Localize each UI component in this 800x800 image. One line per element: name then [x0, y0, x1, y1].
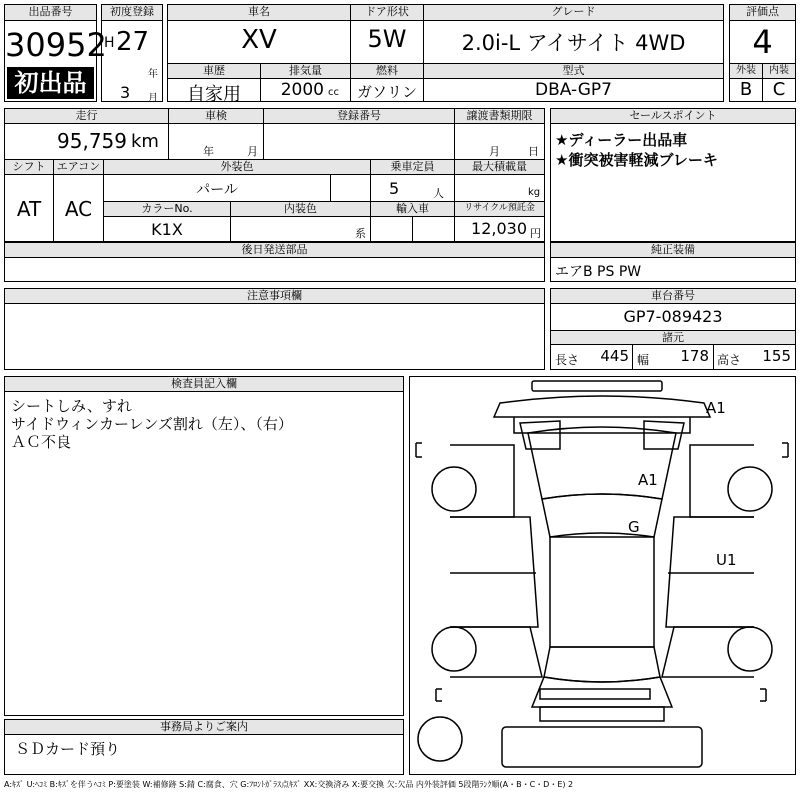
door-label: ドア形状: [351, 5, 423, 21]
grade-value: 2.0i-L アイサイト 4WD: [461, 31, 686, 55]
car-name-value: XV: [241, 25, 277, 55]
recycle-unit: 円: [530, 227, 541, 240]
mileage-value: 95,759: [57, 129, 127, 153]
legend: A:ｷｽﾞ U:ﾍｺﾐ B:ｷｽﾞを伴うﾍｺﾐ P:要塗装 W:補修跡 S:錆 C:腐食、穴 G:ﾌﾛﾝﾄｶﾞﾗｽ点ｷｽﾞ XX:交換済み X:要交換 欠:欠品 内外装評価 5段階ﾗﾝｸ順(A・B・C・D・E) 2: [4, 780, 574, 789]
int-color-unit: 系: [355, 227, 366, 240]
equipment-box: [550, 242, 796, 282]
sales-points-box: [550, 108, 796, 242]
import-label: 輸入車: [371, 202, 454, 217]
ext-color-value: パール: [196, 182, 238, 198]
inspector-label: 検査員記入欄: [5, 377, 403, 392]
lot-box: [4, 4, 107, 102]
car-diagram-box: [409, 376, 796, 775]
color-no-value: K1X: [151, 220, 183, 239]
damage-mark-g-windshield: G: [628, 518, 640, 536]
car-info-box: [167, 4, 724, 105]
first-reg-label: 初度登録: [102, 5, 162, 21]
reg-no-label: 登録番号: [264, 109, 454, 124]
score-label: 評価点: [730, 5, 795, 21]
dims-length: 445: [600, 347, 629, 365]
later-parts-label: 後日発送部品: [5, 243, 544, 258]
displacement-label: 排気量: [261, 64, 350, 79]
first-reg-year: 27: [116, 27, 150, 57]
chassis-value: GP7-089423: [623, 307, 723, 326]
inspector-line-2: サイドウィンカーレンズ割れ（左）、（右）: [11, 415, 293, 433]
later-parts-box: [4, 242, 545, 282]
aircon-value: AC: [64, 197, 93, 221]
dims-length-label: 長さ: [555, 353, 580, 367]
inspection-label: 車検: [169, 109, 263, 124]
transfer-day-unit: 日: [528, 145, 539, 158]
office-value: ＳＤカード預り: [15, 740, 121, 758]
transfer-label: 譲渡書類期限: [455, 109, 544, 124]
max-load-label: 最大積載量: [455, 160, 544, 175]
first-reg-month: 3: [120, 83, 131, 102]
dims-width: 178: [680, 347, 709, 365]
lot-badge: 初出品: [7, 67, 94, 99]
int-score-value: C: [772, 79, 786, 100]
car-diagram: [410, 377, 795, 774]
office-box: [4, 719, 404, 775]
notes-label: 注意事項欄: [5, 289, 544, 304]
model-label: 型式: [424, 64, 723, 79]
sales-point-1: ★ディーラー出品車: [555, 131, 688, 149]
inspector-line-3: ＡＣ不良: [11, 433, 72, 451]
capacity-unit: 人: [433, 187, 444, 200]
dims-height-label: 高さ: [717, 353, 742, 367]
dims-height: 155: [762, 347, 791, 365]
mileage-unit: km: [131, 131, 159, 152]
equipment-label: 純正装備: [551, 243, 795, 258]
color-no-label: カラーNo.: [104, 202, 230, 217]
chassis-label: 車台番号: [551, 289, 795, 304]
inspector-line-1: シートしみ、すれ: [11, 397, 132, 415]
first-reg-box: [101, 4, 163, 102]
score-value: 4: [752, 23, 773, 61]
sales-points-label: セールスポイント: [551, 109, 795, 124]
door-value: 5W: [367, 25, 407, 53]
recycle-value: 12,030: [471, 219, 527, 238]
first-reg-year-unit: 年: [148, 69, 158, 80]
recycle-label: リサイクル預託金: [455, 202, 544, 217]
office-label: 事務局よりご案内: [5, 720, 403, 735]
inspection-year-unit: 年: [203, 145, 214, 158]
ext-score-value: B: [739, 79, 753, 100]
ext-color-label: 外装色: [104, 160, 370, 175]
capacity-value: 5: [389, 179, 400, 198]
capacity-label: 乗車定員: [371, 160, 454, 175]
equipment-value: エアB PS PW: [555, 264, 642, 280]
ext-score-label: 外装: [730, 64, 762, 79]
damage-mark-a1-bumper: A1: [706, 399, 726, 417]
max-load-unit: kg: [528, 187, 541, 198]
aircon-label: エアコン: [54, 160, 103, 175]
dims-width-label: 幅: [637, 353, 650, 367]
damage-mark-a1-hood: A1: [638, 471, 658, 489]
first-reg-month-unit: 月: [148, 93, 158, 104]
score-box: [729, 4, 796, 102]
inspection-month-unit: 月: [247, 145, 258, 158]
grade-label: グレード: [424, 5, 723, 21]
displacement-value: 2000: [280, 80, 324, 100]
inspector-box: [4, 376, 404, 716]
first-reg-era: H: [104, 35, 115, 51]
shift-label: シフト: [5, 160, 53, 175]
lot-label: 出品番号: [5, 5, 96, 21]
notes-box: [4, 288, 545, 370]
history-label: 車歴: [168, 64, 260, 79]
mileage-label: 走行: [5, 109, 168, 124]
displacement-unit: cc: [328, 87, 339, 98]
transfer-month-unit: 月: [489, 145, 500, 158]
damage-mark-u1-side: U1: [716, 551, 737, 569]
fuel-value: ガソリン: [356, 83, 417, 101]
int-score-label: 内装: [763, 64, 795, 79]
history-value: 自家用: [187, 84, 241, 105]
car-name-label: 車名: [168, 5, 350, 21]
shift-value: AT: [16, 197, 42, 221]
sales-point-2: ★衝突被害軽減ブレーキ: [555, 151, 718, 169]
int-color-label: 内装色: [231, 202, 370, 217]
fuel-label: 燃料: [351, 64, 423, 79]
lot-number: 30952: [5, 26, 107, 64]
spec-box: [4, 108, 545, 242]
model-value: DBA-GP7: [534, 80, 612, 100]
chassis-box: [550, 288, 796, 370]
dims-label: 諸元: [551, 330, 795, 345]
